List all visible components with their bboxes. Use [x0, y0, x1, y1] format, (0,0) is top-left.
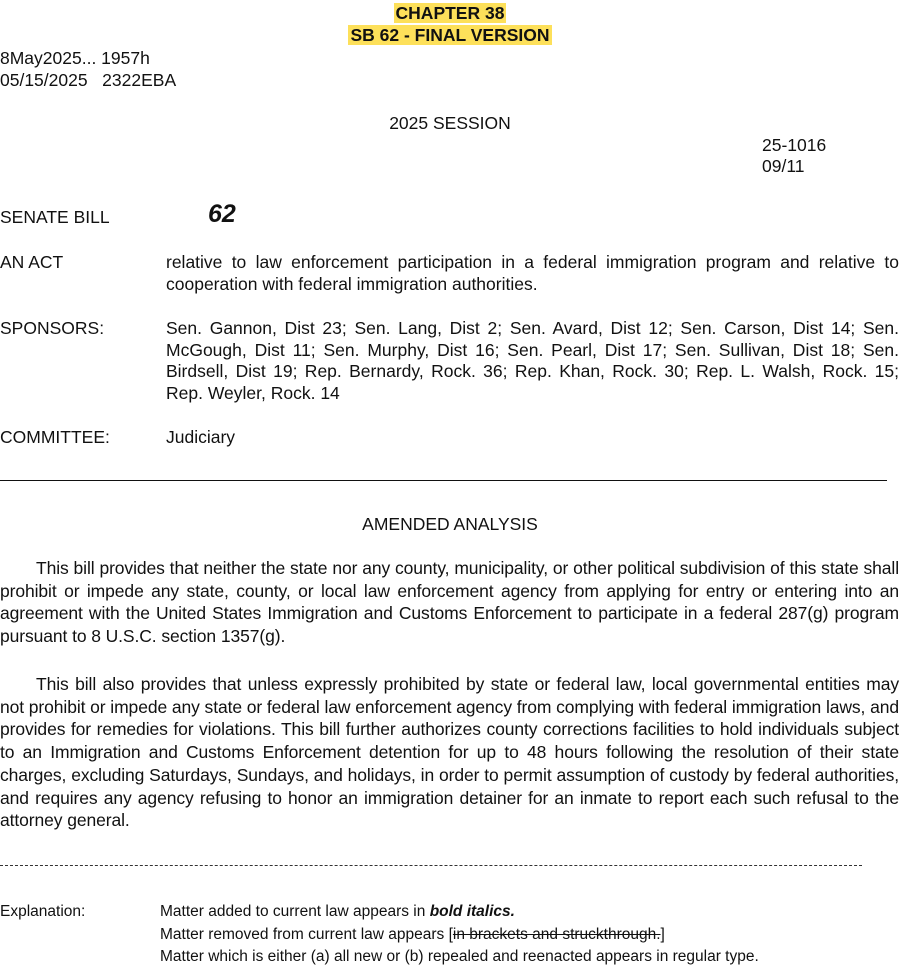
- explanation-struckthrough: in brackets and struckthrough.: [452, 926, 661, 943]
- committee-value: Judiciary: [166, 427, 236, 447]
- explanation-line-1: [160, 903, 515, 921]
- session-label: 2025 SESSION: [389, 113, 511, 133]
- version-label: SB 62 - FINAL VERSION: [350, 25, 550, 45]
- sponsors-text: Sen. Gannon, Dist 23; Sen. Lang, Dist 2; Sen. Avard, Dist 12; Sen. Carson, Dist 14; Sen. McGough, Dist 11; Sen. Murphy, Dist 16; Sen. Pearl, Dist 17; Sen. Sullivan, Dist 18; Sen. Birdsell, Dist 19; Rep. Bernardy, Rock. 36; Rep. Khan, Rock. 30; Rep. L. Walsh, Rock. 15; Rep. Weyler, Rock. 14: [166, 318, 899, 403]
- explanation-line-3: Matter which is either (a) all new or (b) repealed and reenacted appears in regular type.: [160, 948, 759, 965]
- doc-number: 25-1016: [762, 135, 827, 155]
- session-title: [0, 113, 900, 134]
- meta-line-2: 05/15/2025 2322EBA: [0, 70, 177, 90]
- explanation-label: Explanation:: [0, 903, 86, 920]
- act-text: relative to law enforcement participation in a federal immigration program and relative to cooperation with federal immigration authorities.: [166, 252, 899, 294]
- explanation-line-2: [160, 926, 665, 944]
- committee-label: COMMITTEE:: [0, 427, 110, 447]
- bill-label: SENATE BILL: [0, 207, 110, 227]
- meta-line-1: 8May2025... 1957h: [0, 48, 150, 68]
- explanation-line-2-suffix: ]: [660, 926, 665, 943]
- explanation-line-1-prefix: Matter added to current law appears in: [160, 903, 430, 920]
- analysis-title: [0, 514, 900, 535]
- sponsors-label: SPONSORS:: [0, 318, 105, 338]
- bill-number: 62: [208, 200, 236, 228]
- analysis-paragraph-2: This bill also provides that unless expressly prohibited by state or federal law, local governmental entities may not prohibit or impede any state or federal law enforcement agency from complying with federal immigration laws, and provides for remedies for violations. This bill further authorizes county corrections facilities to hold individuals subject to an Immigration and Customs Enforcement detention for up to 48 hours following the resolution of their state charges, excluding Saturdays, Sundays, and holidays, in order to permit assumption of custody by federal authorities, and requires any agency refusing to honor an immigration detainer for an inmate to report each such refusal to the attorney general.: [0, 674, 899, 831]
- doc-code: 09/11: [762, 156, 805, 176]
- explanation-bold-italics: bold italics.: [429, 903, 515, 920]
- explanation-line-2-prefix: Matter removed from current law appears [: [160, 926, 453, 943]
- analysis-title-text: AMENDED ANALYSIS: [362, 514, 538, 534]
- analysis-paragraph-1: This bill provides that neither the state nor any county, municipality, or other political subdivision of this state shall prohibit or impede any state, county, or local law enforcement agency from applying for entry or entering into an agreement with the United States Immigration and Customs Enforcement to participate in a federal 287(g) program pursuant to 8 U.S.C. section 1357(g).: [0, 558, 899, 647]
- section-divider: [0, 480, 887, 481]
- chapter-label: CHAPTER 38: [395, 3, 505, 23]
- chapter-heading: [0, 3, 900, 24]
- dashed-divider: [0, 865, 862, 866]
- act-label: AN ACT: [0, 252, 64, 272]
- version-heading: [0, 25, 900, 46]
